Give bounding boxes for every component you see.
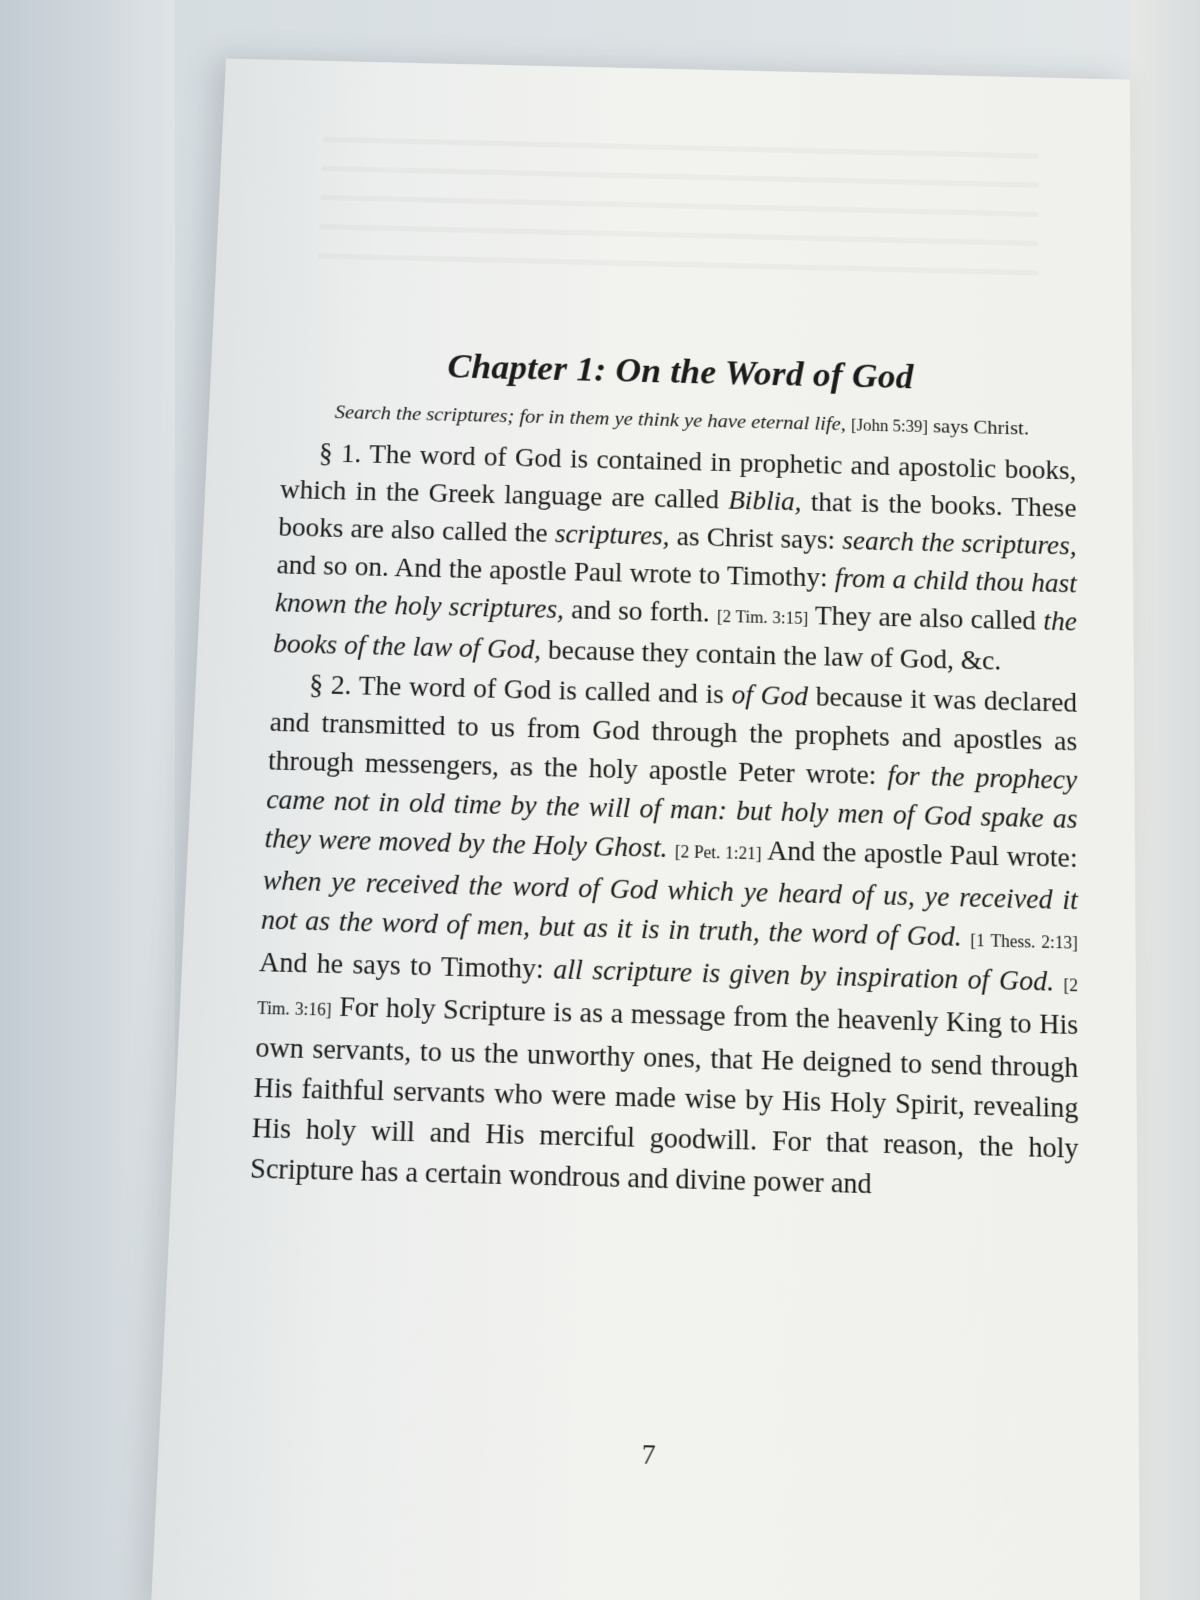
s1-italic-4: from a child thou hast known the holy scriptures, [274, 563, 1077, 625]
s1-text-1: § 1. The word of God is contained in prophetic and apostolic books, which in the Greek language are called [279, 438, 1077, 516]
s2-text-5: For holy Scripture is as a message from the heavenly King to His own servants, to us the unworthy ones, that He deigned to send through His faithful servants who were made wise by His Holy Spirit, revealing His holy will and His merciful goodwill. For that reason, the holy Scripture has a certain wondrous and divine power and [249, 991, 1079, 1201]
s2-text-1: § 2. The word of God is called and is [308, 669, 732, 710]
s2-italic-2: for the prophecy came not in old time by the will of man: but holy men of God spake as they were moved by the Holy Ghost. [264, 760, 1078, 864]
page-content [249, 343, 1079, 1212]
s1-text-4: and so on. And the apostle Paul wrote to Timothy: [276, 550, 835, 594]
bleed-through-text [317, 113, 1039, 307]
s1-italic-1: Biblia, [728, 485, 802, 517]
s1-text-7: because they contain the law of God, &c. [540, 635, 1002, 677]
s2-text-3: And the apostle Paul wrote: [761, 835, 1078, 874]
page-number: 7 [641, 1439, 656, 1472]
s2-text-4: And he says to Timothy: [258, 946, 554, 986]
s2-italic-1: of God [731, 679, 809, 712]
epigraph-reference: [John 5:39] [850, 415, 929, 436]
epigraph-quote: Search the scriptures; for in them ye think ye have eternal life, [334, 399, 846, 435]
s1-text-2: that is the books. These books are also called the [277, 487, 1077, 549]
s2-reference-2: [1 Thess. 2:13] [970, 930, 1078, 953]
s2-text-2: because it was declared and transmitted to us from God through the prophets and apostles as through messengers, as the holy apostle Peter wrote: [267, 681, 1078, 792]
s2-reference-1: [2 Pet. 1:21] [674, 841, 762, 864]
s1-reference-1: [2 Tim. 3:15] [716, 606, 809, 628]
section-1-paragraph [272, 434, 1077, 683]
epigraph-attribution: says Christ. [933, 414, 1029, 440]
s1-italic-2: scriptures, [554, 519, 670, 552]
book-page [150, 59, 1140, 1600]
s2-italic-4: all scripture is given by inspiration of God. [552, 954, 1055, 998]
section-2-paragraph [249, 665, 1078, 1210]
chapter-title: Chapter 1: On the Word of God [446, 347, 914, 397]
s1-text-5: and so forth. [563, 594, 718, 629]
s1-text-3: as Christ says: [669, 521, 843, 556]
s1-text-6: They are also called [807, 600, 1044, 637]
s2-reference-3: [2 Tim. 3:16] [256, 975, 1079, 1020]
s1-italic-3: search the scriptures, [842, 526, 1077, 562]
s2-italic-3: when ye received the word of God which ye heard of us, ye received it not as the word of men, but as it is in truth, the word of God. [260, 865, 1078, 953]
s1-italic-5: the books of the law of God, [272, 606, 1077, 666]
